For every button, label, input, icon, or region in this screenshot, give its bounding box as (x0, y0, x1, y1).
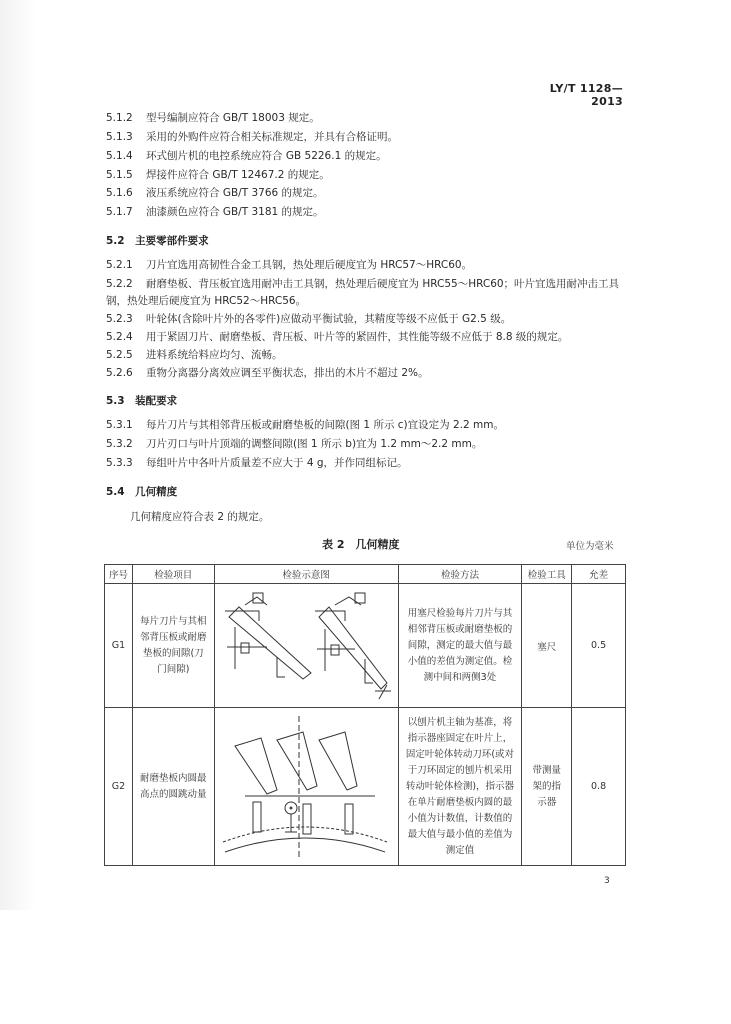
clause-5-2-4: 5.2.4 用于紧固刀片、耐磨垫板、背压板、叶片等的紧固件，其性能等级不应低于 8.8 级的规定。 (106, 331, 569, 343)
header-tool: 检验工具 (522, 565, 572, 584)
heading-5-3: 5.3 装配要求 (106, 395, 178, 407)
table-row (105, 584, 626, 708)
row-no: G1 (105, 584, 133, 708)
clause-5-1-3: 5.1.3 采用的外购件应符合相关标准规定，并具有合格证明。 (106, 131, 398, 143)
table-caption: 表 2 几何精度 (322, 538, 400, 551)
clause-5-3-1: 5.3.1 每片刀片与其相邻背压板或耐磨垫板的间隙(图 1 所示 c)宜设定为 2.2 mm。 (106, 419, 504, 431)
g1-diagram (214, 584, 398, 708)
row-method: 用塞尺检验每片刀片与其相邻背压板或耐磨垫板的间隙，测定的最大值与最小值的差值为测定值。检测中间和两侧3处 (398, 584, 522, 708)
clause-5-2-5: 5.2.5 进料系统给料应均匀、流畅。 (106, 349, 283, 361)
geometric-accuracy-table (104, 564, 626, 866)
table-unit-note: 单位为毫米 (566, 541, 614, 552)
section-5-4-intro: 几何精度应符合表 2 的规定。 (130, 511, 270, 523)
heading-5-2: 5.2 主要零部件要求 (106, 235, 209, 247)
row-no: G2 (105, 708, 133, 866)
knife-gap-diagram (215, 587, 395, 705)
scan-edge-shadow (0, 0, 36, 910)
header-no: 序号 (105, 565, 133, 584)
clause-5-1-4: 5.1.4 环式刨片机的电控系统应符合 GB 5226.1 的规定。 (106, 150, 387, 162)
row-tolerance: 0.8 (572, 708, 626, 866)
row-method: 以刨片机主轴为基准，将指示器座固定在叶片上，固定叶轮体转动刀环(或对于刀环固定的刨片机采用转动叶轮体检测)，指示器在单片耐磨垫板内圆的最小值为计数值，计数值的最大值与最小值的差值为测定值 (398, 708, 522, 866)
clause-5-2-1: 5.2.1 刀片宜选用高韧性合金工具钢，热处理后硬度宜为 HRC57～HRC60。 (106, 259, 473, 271)
standard-code: LY/T 1128—2013 (549, 82, 623, 108)
heading-5-4: 5.4 几何精度 (106, 486, 178, 498)
g2-diagram (214, 708, 398, 866)
page-number: 3 (604, 876, 610, 886)
clause-5-2-6: 5.2.6 重物分离器分离效应调至平衡状态，排出的木片不超过 2%。 (106, 367, 429, 379)
header-item: 检验项目 (132, 565, 214, 584)
header-diagram: 检验示意图 (214, 565, 398, 584)
table-row (105, 708, 626, 866)
row-tool: 塞尺 (522, 584, 572, 708)
row-item: 每片刀片与其相邻背压板或耐磨垫板的间隙(刀门间隙) (132, 584, 214, 708)
row-tool: 带测量架的指示器 (522, 708, 572, 866)
row-tolerance: 0.5 (572, 584, 626, 708)
clause-5-2-3: 5.2.3 叶轮体(含除叶片外的各零件)应做动平衡试验，其精度等级不应低于 G2.5 级。 (106, 313, 512, 325)
runout-diagram (215, 712, 395, 862)
clause-5-1-2: 5.1.2 型号编制应符合 GB/T 18003 规定。 (106, 112, 320, 124)
header-method: 检验方法 (398, 565, 522, 584)
clause-5-2-2: 5.2.2 耐磨垫板、背压板宜选用耐冲击工具钢，热处理后硬度宜为 HRC55～HRC60；叶片宜选用耐冲击工具钢，热处理后硬度宜为 HRC52～HRC56。 (106, 278, 620, 307)
clause-5-3-3: 5.3.3 每组叶片中各叶片质量差不应大于 4 g，并作同组标记。 (106, 457, 408, 469)
header-tolerance: 允差 (572, 565, 626, 584)
clause-5-3-2: 5.3.2 刀片刃口与叶片顶端的调整间隙(图 1 所示 b)宜为 1.2 mm～2.2 mm。 (106, 438, 483, 450)
row-item: 耐磨垫板内圆最高点的圆跳动量 (132, 708, 214, 866)
table-header-row (105, 565, 626, 584)
clause-5-1-5: 5.1.5 焊接件应符合 GB/T 12467.2 的规定。 (106, 169, 330, 181)
clause-5-1-7: 5.1.7 油漆颜色应符合 GB/T 3181 的规定。 (106, 206, 324, 218)
clause-5-1-6: 5.1.6 液压系统应符合 GB/T 3766 的规定。 (106, 187, 324, 199)
